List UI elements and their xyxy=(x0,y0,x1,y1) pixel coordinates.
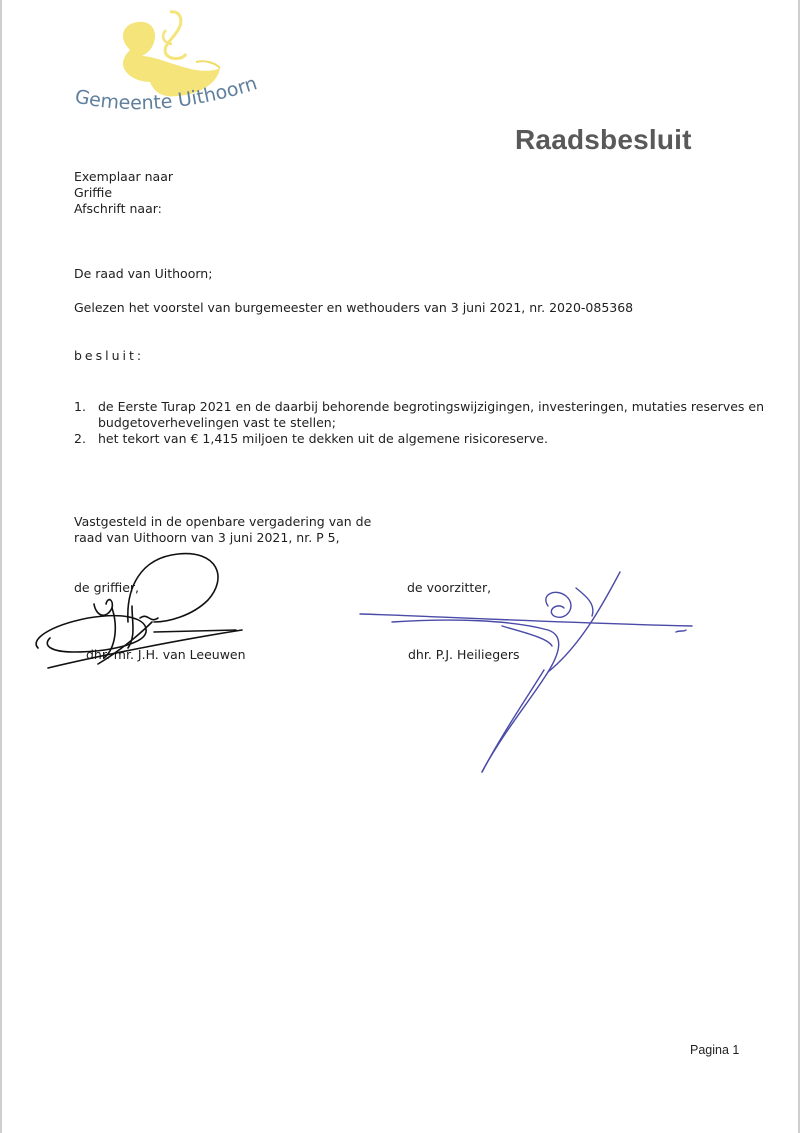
griffier-name: dhr. mr. J.H. van Leeuwen xyxy=(86,647,246,662)
voorzitter-label: de voorzitter, xyxy=(407,580,492,595)
logo-text: Gemeente Uithoorn xyxy=(72,72,260,115)
salutation: De raad van Uithoorn; xyxy=(74,266,213,281)
list-item-text: budgetoverhevelingen vast te stellen; xyxy=(98,415,336,430)
page-number: Pagina 1 xyxy=(690,1043,740,1057)
page-edge-left xyxy=(0,0,2,1133)
decision-word: besluit: xyxy=(74,348,145,363)
griffier-label: de griffier, xyxy=(74,580,140,595)
adoption-line: raad van Uithoorn van 3 juni 2021, nr. P 5, xyxy=(74,530,340,545)
distribution-line: Exemplaar naar xyxy=(74,169,173,184)
list-item-text: het tekort van € 1,415 miljoen te dekken uit de algemene risicoreserve. xyxy=(98,431,548,446)
list-item-text: de Eerste Turap 2021 en de daarbij behorende begrotingswijzigingen, investeringen, mutaties reserves en xyxy=(98,399,765,414)
voorzitter-signature xyxy=(352,566,700,778)
distribution-line: Afschrift naar: xyxy=(74,201,162,216)
read-line: Gelezen het voorstel van burgemeester en wethouders van 3 juni 2021, nr. 2020-085368 xyxy=(74,300,634,315)
gemeente-uithoorn-logo-icon xyxy=(70,10,270,135)
adoption-line: Vastgesteld in de openbare vergadering van de xyxy=(74,514,372,529)
document-title: Raadsbesluit xyxy=(515,124,692,155)
griffier-signature xyxy=(28,548,248,678)
list-item-number: 1. xyxy=(74,399,86,414)
voorzitter-name: dhr. P.J. Heiliegers xyxy=(408,647,520,662)
distribution-line: Griffie xyxy=(74,185,113,200)
list-item-number: 2. xyxy=(74,431,86,446)
